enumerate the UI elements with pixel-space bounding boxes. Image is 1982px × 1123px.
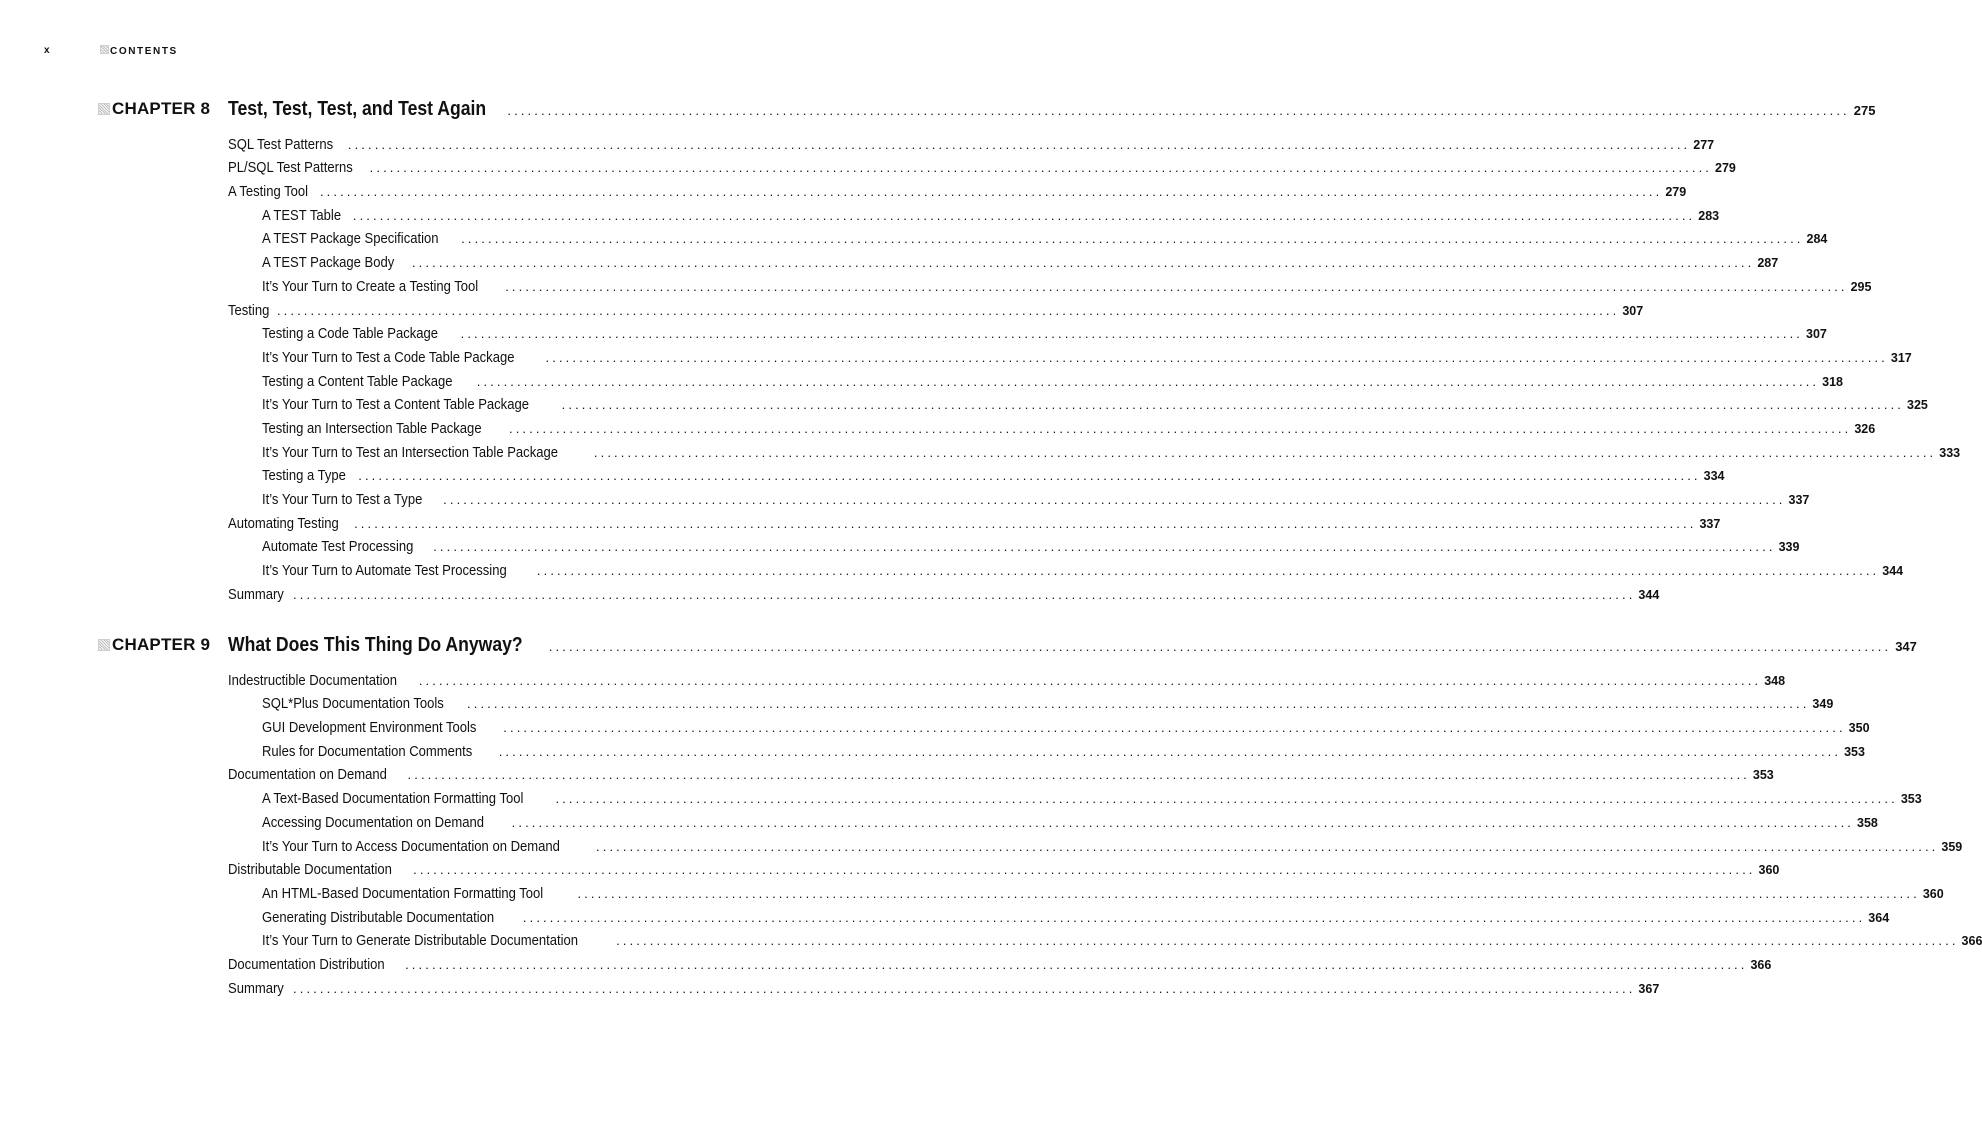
dot-leader: ........................................................................................................................................................................................................ (433, 539, 1776, 555)
toc-entry-title: Documentation Distribution (228, 956, 385, 973)
dot-leader: ........................................................................................................................................................................................................ (407, 767, 1750, 783)
toc-entry-page: 353 (1900, 792, 1922, 807)
box-ornament-icon (98, 103, 110, 115)
toc-entry-title: It’s Your Turn to Test a Code Table Package (262, 349, 515, 366)
dot-leader: ........................................................................................................................................................................................................ (293, 586, 1636, 602)
toc-entry-title: Automate Test Processing (262, 539, 414, 556)
toc-entry[interactable] (228, 509, 1721, 533)
toc-entry-page: 318 (1822, 374, 1843, 389)
chapter-label: CHAPTER 8 (112, 99, 211, 118)
dot-leader: ........................................................................................................................................................................................................ (508, 420, 1852, 436)
chapter-label-wrap (98, 98, 210, 120)
toc-entry-page: 325 (1907, 398, 1928, 413)
dot-leader: ........................................................................................................................................................................................................ (405, 956, 1748, 972)
dot-leader: ........................................................................................................................................................................................................ (616, 933, 1959, 949)
toc-entry[interactable] (228, 690, 1834, 714)
toc-entry-title: Testing (228, 302, 270, 319)
box-ornament-icon (98, 639, 110, 651)
toc-entry-title: Testing a Content Table Package (262, 373, 453, 390)
toc-entry[interactable] (228, 879, 1944, 903)
toc-entry-title: It’s Your Turn to Test an Intersection Table Package (262, 444, 559, 461)
toc-entry-page: 366 (1750, 957, 1772, 972)
toc-entry-page: 350 (1848, 721, 1870, 736)
chapter-heading[interactable] (228, 634, 1917, 656)
dot-leader: ........................................................................................................................................................................................................ (507, 103, 1850, 118)
dot-leader: ........................................................................................................................................................................................................ (555, 791, 1898, 807)
dot-leader: ........................................................................................................................................................................................................ (369, 160, 1713, 176)
toc-entry-page: 317 (1890, 350, 1912, 365)
chapter-label: CHAPTER 9 (112, 635, 211, 654)
dot-leader: ........................................................................................................................................................................................................ (443, 492, 1786, 507)
toc-entry[interactable] (228, 666, 1786, 690)
toc-entry-page: 349 (1812, 697, 1834, 712)
toc-entry[interactable] (228, 391, 1928, 415)
toc-entry[interactable] (228, 808, 1878, 832)
toc-entry-title: Rules for Documentation Comments (262, 743, 473, 760)
toc-entry-page: 307 (1806, 327, 1827, 342)
toc-entry[interactable] (228, 272, 1872, 296)
toc-entry-title: A TEST Package Body (262, 255, 395, 272)
toc-entry-page: 326 (1854, 421, 1876, 436)
toc-entry-page: 358 (1857, 815, 1878, 830)
dot-leader: ........................................................................................................................................................................................................ (511, 814, 1855, 830)
toc-entry[interactable] (228, 343, 1912, 367)
toc-entry-title: A TEST Package Specification (262, 231, 439, 248)
toc-entry[interactable] (228, 177, 1687, 201)
toc-entry[interactable] (228, 856, 1780, 880)
dot-leader: ........................................................................................................................................................................................................ (276, 302, 1620, 318)
toc-entry[interactable] (228, 320, 1827, 344)
chapter-title: Test, Test, Test, and Test Again (228, 98, 487, 120)
dot-leader: ........................................................................................................................................................................................................ (467, 696, 1810, 712)
dot-leader: ........................................................................................................................................................................................................ (561, 397, 1905, 413)
toc-entry-title: An HTML-Based Documentation Formatting Tool (262, 885, 544, 902)
dot-leader: ........................................................................................................................................................................................................ (418, 672, 1762, 688)
toc-entry[interactable] (228, 154, 1736, 178)
toc-entry-page: 337 (1788, 493, 1810, 507)
dot-leader: ........................................................................................................................................................................................................ (577, 885, 1920, 901)
toc-entry-page: 353 (1752, 768, 1774, 783)
page-number: x (44, 45, 52, 56)
toc-entry[interactable] (228, 533, 1800, 557)
toc-entry-page: 333 (1939, 445, 1961, 460)
toc-entry-title: Testing an Intersection Table Package (262, 420, 482, 437)
toc-entry-title: SQL*Plus Documentation Tools (262, 696, 444, 713)
toc-entry-page: 364 (1868, 910, 1890, 925)
toc-entry-title: GUI Development Environment Tools (262, 720, 477, 737)
dot-leader: ........................................................................................................................................................................................................ (413, 862, 1756, 878)
toc-entry[interactable] (228, 927, 1982, 951)
toc-entry-page: 334 (1703, 469, 1725, 484)
dot-leader: ........................................................................................................................................................................................................ (476, 373, 1820, 389)
chapter-label-wrap (98, 634, 210, 656)
toc-entry-title: Generating Distributable Documentation (262, 909, 495, 926)
toc-entry-page: 360 (1758, 863, 1780, 878)
dot-leader: ........................................................................................................................................................................................................ (498, 743, 1842, 759)
toc-entry-page: 283 (1698, 208, 1720, 223)
dot-leader: ........................................................................................................................................................................................................ (593, 444, 1937, 460)
toc-entry-title: Testing a Code Table Package (262, 326, 439, 343)
toc-entry[interactable] (228, 225, 1828, 249)
running-head-title-wrap (100, 45, 178, 57)
dot-leader: ........................................................................................................................................................................................................ (505, 278, 1848, 294)
toc-entry[interactable] (228, 761, 1774, 785)
toc-entry[interactable] (228, 556, 1904, 580)
toc-entry-title: It’s Your Turn to Test a Type (262, 492, 423, 508)
toc-entry-page: 366 (1961, 934, 1982, 949)
toc-entry-title: Summary (228, 586, 284, 603)
toc-entry[interactable] (228, 903, 1890, 927)
toc-entry-title: Automating Testing (228, 515, 339, 532)
toc-entry-title: It’s Your Turn to Automate Test Processing (262, 563, 507, 580)
toc-entry-title: A TEST Table (262, 207, 342, 224)
chapter-page: 347 (1895, 639, 1917, 654)
dot-leader: ........................................................................................................................................................................................................ (354, 515, 1697, 531)
dot-leader: ........................................................................................................................................................................................................ (460, 326, 1803, 342)
toc-entry[interactable] (228, 462, 1725, 486)
dot-leader: ........................................................................................................................................................................................................ (411, 255, 1755, 271)
toc-entry-title: Summary (228, 980, 284, 997)
toc-entry-page: 339 (1778, 540, 1800, 555)
toc-entry-page: 295 (1850, 279, 1872, 294)
dot-leader: ........................................................................................................................................................................................................ (293, 980, 1636, 996)
toc-entry[interactable] (228, 130, 1715, 154)
toc-entry-title: Distributable Documentation (228, 862, 392, 879)
dot-leader: ........................................................................................................................................................................................................ (461, 231, 1804, 247)
toc-entry[interactable] (228, 580, 1660, 604)
dot-leader: ........................................................................................................................................................................................................ (503, 720, 1846, 736)
dot-leader: ........................................................................................................................................................................................................ (596, 838, 1939, 854)
toc-entry[interactable] (228, 974, 1660, 998)
toc-entry-title: Indestructible Documentation (228, 672, 398, 689)
chapter-page: 275 (1853, 103, 1876, 118)
toc-entry[interactable] (228, 713, 1870, 737)
toc-entry-page: 359 (1941, 839, 1963, 854)
toc-entry[interactable] (228, 950, 1772, 974)
dot-leader: ........................................................................................................................................................................................................ (548, 639, 1892, 654)
dot-leader: ........................................................................................................................................................................................................ (352, 207, 1696, 223)
box-ornament-icon (100, 45, 109, 54)
toc-entry-title: Documentation on Demand (228, 767, 387, 784)
chapter-heading[interactable] (228, 98, 1876, 120)
toc-entry[interactable] (228, 485, 1810, 509)
toc-entry-page: 360 (1922, 886, 1944, 901)
toc-entry-page: 307 (1622, 303, 1644, 318)
toc-entry[interactable] (228, 248, 1779, 272)
toc-entry[interactable] (228, 737, 1865, 761)
toc-entry[interactable] (228, 784, 1922, 808)
dot-leader: ........................................................................................................................................................................................................ (358, 468, 1701, 484)
toc-entry[interactable] (228, 201, 1720, 225)
toc-entry[interactable] (228, 296, 1644, 320)
toc-entry[interactable] (228, 832, 1963, 856)
toc-entry-title: It’s Your Turn to Test a Content Table Package (262, 397, 529, 414)
dot-leader: ........................................................................................................................................................................................................ (536, 563, 1880, 579)
dot-leader: ........................................................................................................................................................................................................ (545, 349, 1888, 365)
toc-entry-title: SQL Test Patterns (228, 136, 334, 153)
toc-entry-page: 279 (1665, 185, 1687, 200)
chapter-8-entries (228, 130, 1961, 604)
toc-entry-title: It’s Your Turn to Create a Testing Tool (262, 278, 479, 295)
toc-entry-title: A Testing Tool (228, 184, 309, 201)
toc-entry-page: 367 (1638, 981, 1660, 996)
toc-entry-page: 287 (1757, 256, 1779, 271)
toc-entry[interactable] (228, 367, 1843, 391)
toc-entry-page: 279 (1715, 161, 1736, 176)
toc-entry-page: 344 (1638, 587, 1660, 602)
toc-entry-title: Accessing Documentation on Demand (262, 814, 484, 831)
dot-leader: ........................................................................................................................................................................................................ (319, 184, 1663, 200)
toc-entry-page: 337 (1699, 516, 1721, 531)
chapter-9-entries (228, 666, 1982, 998)
toc-entry-page: 344 (1882, 564, 1904, 579)
toc-entry-title: It’s Your Turn to Access Documentation on Demand (262, 838, 560, 855)
chapter-title: What Does This Thing Do Anyway? (228, 634, 523, 656)
toc-entry-page: 284 (1806, 232, 1828, 247)
running-head-title: CONTENTS (110, 46, 178, 57)
toc-entry[interactable] (228, 438, 1961, 462)
dot-leader: ........................................................................................................................................................................................................ (347, 136, 1691, 152)
toc-entry-title: Testing a Type (262, 468, 346, 485)
toc-entry-title: It’s Your Turn to Generate Distributable Documentation (262, 933, 579, 950)
toc-entry-title: A Text-Based Documentation Formatting Tool (262, 791, 524, 808)
dot-leader: ........................................................................................................................................................................................................ (522, 909, 1866, 925)
toc-entry-page: 353 (1844, 744, 1865, 759)
toc-entry-page: 348 (1764, 673, 1786, 688)
toc-entry-title: PL/SQL Test Patterns (228, 160, 353, 177)
toc-entry[interactable] (228, 414, 1876, 438)
toc-entry-page: 277 (1693, 137, 1715, 152)
